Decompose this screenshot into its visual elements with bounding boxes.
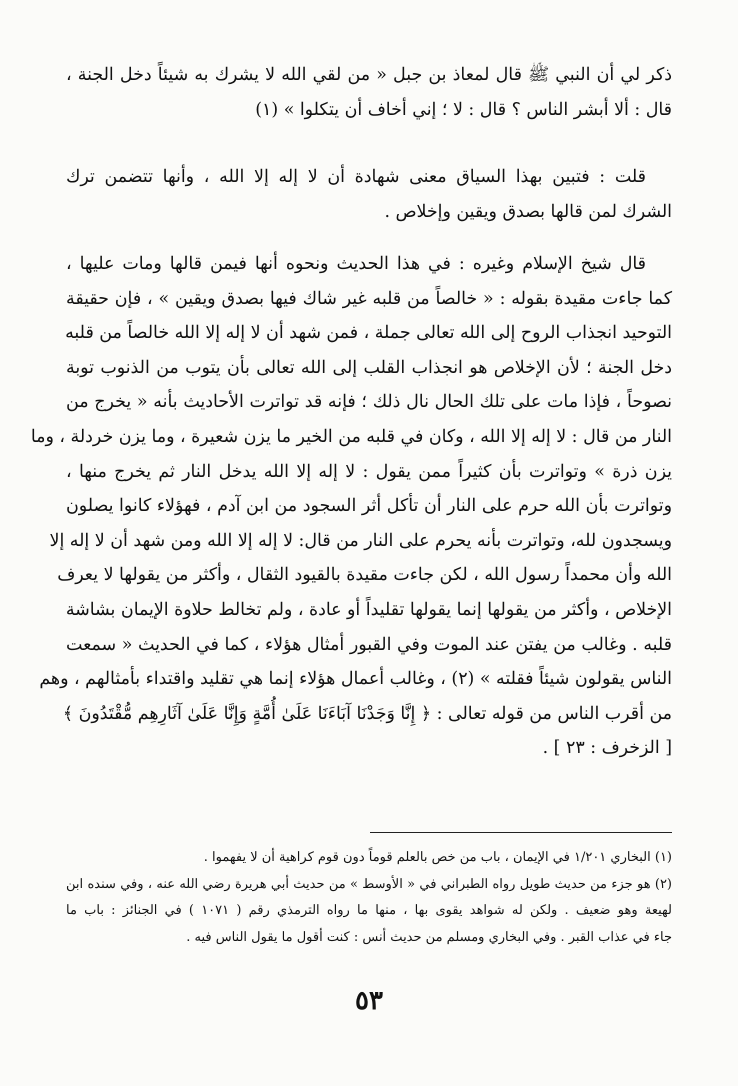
paragraph-3 [30, 247, 672, 766]
text-line: ويسجدون لله، وتواترت بأنه يحرم على النار من قال: لا إله إلا الله ومن شهد أن لا إله إلا [49, 530, 672, 551]
footnote-2-line: (٢) هو جزء من حديث طويل رواه الطبراني في « الأوسط » من حديث أبي هريرة رضي الله عنه ، وفي سنده ابن [66, 876, 672, 892]
text-line: قلت : فتبين بهذا السياق معنى شهادة أن لا إله إلا الله ، وأنها تتضمن ترك [66, 167, 646, 187]
paragraph-2 [66, 160, 672, 229]
text-line: الإخلاص ، وأكثر من يقولها إنما يقولها تقليداً أو عادة ، ولم تخالط حلاوة الإيمان بشاشة [65, 599, 672, 620]
text-line: الناس يقولون شيئاً فقلته » (٢) ، وغالب أعمال هؤلاء إنما هي تقليد واقتداء بأمثالهم ، وهم [39, 669, 672, 690]
text-line: من أقرب الناس من قوله تعالى : ﴿ إِنَّا وَجَدْنَا آبَاءَنَا عَلَىٰ أُمَّةٍ وَإِنَّا عَلَىٰ آثَارِهِم مُّقْتَدُونَ ﴾ [62, 703, 672, 724]
text-line: نصوحاً ، فإذا مات على تلك الحال نال ذلك ؛ فإنه قد تواترت الأحاديث بأنه « يخرج من [66, 392, 672, 413]
text-line: التوحيد انجذاب الروح إلى الله تعالى جملة ، فمن شهد أن لا إله إلا الله خالصاً من قلبه [65, 323, 672, 344]
text-line: دخل الجنة ؛ لأن الإخلاص هو انجذاب القلب إلى الله تعالى بأن يتوب من الذنوب توبة [66, 357, 672, 378]
page-number: ٥٣ [355, 986, 383, 1016]
text-line: [ الزخرف : ٢٣ ] . [542, 738, 672, 759]
text-line: قال شيخ الإسلام وغيره : في هذا الحديث ونحوه أنها فيمن قالها ومات عليها ، [66, 254, 646, 274]
footnote-2-line: جاء في عذاب القبر . وفي البخاري ومسلم من حديث أنس : كنت أقول ما يقول الناس فيه . [186, 929, 672, 945]
footnote-2-line: لهيعة وهو ضعيف . ولكن له شواهد يقوى بها ، منها ما رواه الترمذي رقم ( ١٠٧١ ) في الجنائز : باب ما [66, 903, 672, 918]
text-line: كما جاءت مقيدة بقوله : « خالصاً من قلبه غير شاك فيها بصدق ويقين » ، فإن حقيقة [66, 288, 672, 309]
paragraph-1 [66, 58, 672, 127]
text-line: يزن ذرة » وتواترت بأن كثيراً ممن يقول : لا إله إلا الله يدخل النار ثم يخرج منها ، [66, 461, 672, 482]
footnote-1: (١) البخاري ١/٢٠١ في الإيمان ، باب من خص بالعلم قوماً دون قوم كراهية أن لا يفهموا . [203, 850, 672, 865]
text-line: ذكر لي أن النبي ﷺ قال لمعاذ بن جبل « من لقي الله لا يشرك به شيئاً دخل الجنة ، [66, 65, 672, 85]
text-line: الله وأن محمداً رسول الله ، لكن جاءت مقيدة بالقيود الثقال ، وأكثر من يقولها لا يعرف [57, 565, 672, 586]
footnote-separator [370, 832, 672, 833]
footnotes [66, 845, 672, 951]
text-line: قال : ألا أبشر الناس ؟ قال : لا ؛ إني أخاف أن يتكلوا » (١) [255, 99, 672, 120]
text-line: قلبه . وغالب من يفتن عند الموت وفي القبور أمثال هؤلاء ، كما في الحديث « سمعت [66, 634, 672, 655]
text-line: النار من قال : لا إله إلا الله ، وكان في قلبه من الخير ما يزن شعيرة ، وما يزن خردلة ، وما [30, 426, 672, 447]
text-line: الشرك لمن قالها بصدق ويقين وإخلاص . [384, 201, 672, 222]
text-line: وتواترت بأن الله حرم على النار أن تأكل أثر السجود من ابن آدم ، فهؤلاء كانوا يصلون [66, 496, 672, 517]
